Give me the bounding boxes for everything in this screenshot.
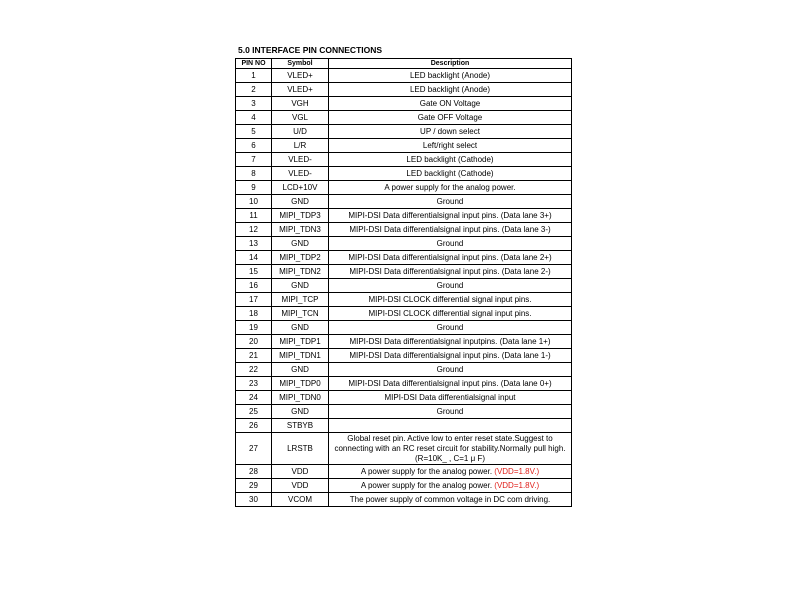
pin-number-cell: 11 xyxy=(236,209,272,223)
description-text: MIPI-DSI Data differentialsignal input pins. (Data lane 1-) xyxy=(349,350,551,360)
description-cell xyxy=(329,111,572,125)
pin-number-cell: 7 xyxy=(236,153,272,167)
description-text: LED backlight (Anode) xyxy=(409,84,491,94)
pin-number-cell: 9 xyxy=(236,181,272,195)
pin-number-cell: 4 xyxy=(236,111,272,125)
symbol-cell: LCD+10V xyxy=(272,181,329,195)
pin-number-cell: 15 xyxy=(236,265,272,279)
description-cell xyxy=(329,293,572,307)
pin-number-cell: 19 xyxy=(236,321,272,335)
table-body xyxy=(236,69,572,507)
pin-connections-table xyxy=(235,58,572,507)
pin-number-cell: 25 xyxy=(236,405,272,419)
voltage-note: (VDD=1.8V.) xyxy=(494,480,540,490)
table-row xyxy=(236,433,572,465)
symbol-cell: VDD xyxy=(272,465,329,479)
description-text: MIPI-DSI Data differentialsignal input pins. (Data lane 3+) xyxy=(348,210,552,220)
pin-number-cell: 10 xyxy=(236,195,272,209)
description-text: Gate ON Voltage xyxy=(419,98,481,108)
pin-number-cell: 28 xyxy=(236,465,272,479)
description-cell xyxy=(329,405,572,419)
description-cell xyxy=(329,153,572,167)
description-text: Gate OFF Voltage xyxy=(417,112,483,122)
description-text: Ground xyxy=(436,280,464,290)
pin-number-cell: 12 xyxy=(236,223,272,237)
table-row xyxy=(236,83,572,97)
description-text: MIPI-DSI Data differentialsignal input pins. (Data lane 0+) xyxy=(348,378,552,388)
header-pin-no: PIN NO xyxy=(236,59,272,69)
pin-number-cell: 20 xyxy=(236,335,272,349)
description-text: MIPI-DSI Data differentialsignal input pins. (Data lane 2-) xyxy=(349,266,551,276)
table-row xyxy=(236,363,572,377)
pin-number-cell: 14 xyxy=(236,251,272,265)
symbol-cell: VLED- xyxy=(272,167,329,181)
pin-number-cell: 2 xyxy=(236,83,272,97)
table-row xyxy=(236,251,572,265)
description-text: LED backlight (Anode) xyxy=(409,70,491,80)
symbol-cell: L/R xyxy=(272,139,329,153)
table-row xyxy=(236,279,572,293)
pin-number-cell: 22 xyxy=(236,363,272,377)
description-cell xyxy=(329,265,572,279)
description-text: LED backlight (Cathode) xyxy=(406,168,494,178)
symbol-cell: MIPI_TDN1 xyxy=(272,349,329,363)
table-row xyxy=(236,391,572,405)
symbol-cell: VDD xyxy=(272,479,329,493)
pin-number-cell: 29 xyxy=(236,479,272,493)
description-cell xyxy=(329,279,572,293)
description-text: MIPI-DSI Data differentialsignal input pins. (Data lane 2+) xyxy=(348,252,552,262)
description-cell xyxy=(329,195,572,209)
description-text: The power supply of common voltage in DC com driving. xyxy=(349,494,551,504)
description-cell xyxy=(329,307,572,321)
description-text: Global reset pin. Active low to enter reset state.Suggest to connecting with an RC reset circuit for stability.Normally pull high. (R=10K_ , C=1 μ F) xyxy=(334,433,566,463)
pin-number-cell: 21 xyxy=(236,349,272,363)
description-text: Ground xyxy=(436,196,464,206)
description-cell xyxy=(329,251,572,265)
symbol-cell: MIPI_TDN0 xyxy=(272,391,329,405)
description-text: MIPI-DSI Data differentialsignal input pins. (Data lane 3-) xyxy=(349,224,551,234)
description-text: A power supply for the analog power. xyxy=(360,480,495,490)
symbol-cell: MIPI_TDP0 xyxy=(272,377,329,391)
description-text: Ground xyxy=(436,406,464,416)
table-header xyxy=(236,59,572,69)
symbol-cell: MIPI_TCN xyxy=(272,307,329,321)
symbol-cell: VLED+ xyxy=(272,83,329,97)
description-text: A power supply for the analog power. xyxy=(360,466,495,476)
description-cell xyxy=(329,69,572,83)
header-description: Description xyxy=(329,59,572,69)
symbol-cell: VGL xyxy=(272,111,329,125)
description-cell xyxy=(329,391,572,405)
pin-number-cell: 13 xyxy=(236,237,272,251)
description-text: MIPI-DSI CLOCK differential signal input pins. xyxy=(368,308,532,318)
description-cell xyxy=(329,433,572,465)
description-cell xyxy=(329,139,572,153)
pin-number-cell: 6 xyxy=(236,139,272,153)
symbol-cell: MIPI_TDN2 xyxy=(272,265,329,279)
pin-table-container xyxy=(235,58,571,507)
table-row xyxy=(236,405,572,419)
description-cell xyxy=(329,349,572,363)
pin-number-cell: 27 xyxy=(236,433,272,465)
description-cell xyxy=(329,209,572,223)
table-row xyxy=(236,69,572,83)
table-row xyxy=(236,181,572,195)
description-cell xyxy=(329,181,572,195)
symbol-cell: GND xyxy=(272,363,329,377)
table-row xyxy=(236,349,572,363)
description-text: Left/right select xyxy=(422,140,478,150)
description-text: UP / down select xyxy=(420,126,480,136)
table-row xyxy=(236,335,572,349)
description-cell xyxy=(329,493,572,507)
pin-number-cell: 1 xyxy=(236,69,272,83)
table-row xyxy=(236,321,572,335)
symbol-cell: GND xyxy=(272,321,329,335)
table-row xyxy=(236,111,572,125)
pin-number-cell: 8 xyxy=(236,167,272,181)
header-symbol: Symbol xyxy=(272,59,329,69)
symbol-cell: MIPI_TCP xyxy=(272,293,329,307)
table-row xyxy=(236,209,572,223)
description-cell xyxy=(329,321,572,335)
pin-number-cell: 3 xyxy=(236,97,272,111)
table-row xyxy=(236,419,572,433)
voltage-note: (VDD=1.8V.) xyxy=(494,466,540,476)
description-cell xyxy=(329,223,572,237)
description-cell xyxy=(329,335,572,349)
description-cell xyxy=(329,167,572,181)
description-cell xyxy=(329,237,572,251)
section-title: 5.0 INTERFACE PIN CONNECTIONS xyxy=(238,45,383,55)
symbol-cell: VGH xyxy=(272,97,329,111)
table-row xyxy=(236,265,572,279)
description-cell xyxy=(329,479,572,493)
symbol-cell: GND xyxy=(272,279,329,293)
description-cell xyxy=(329,465,572,479)
description-text: MIPI-DSI Data differentialsignal inputpins. (Data lane 1+) xyxy=(349,336,551,346)
symbol-cell: MIPI_TDN3 xyxy=(272,223,329,237)
symbol-cell: GND xyxy=(272,237,329,251)
description-text: LED backlight (Cathode) xyxy=(406,154,494,164)
pin-number-cell: 16 xyxy=(236,279,272,293)
symbol-cell: MIPI_TDP1 xyxy=(272,335,329,349)
description-text: MIPI-DSI Data differentialsignal input xyxy=(384,392,516,402)
table-row xyxy=(236,377,572,391)
description-text: A power supply for the analog power. xyxy=(384,182,516,192)
symbol-cell: LRSTB xyxy=(272,433,329,465)
symbol-cell: VLED+ xyxy=(272,69,329,83)
description-text: Ground xyxy=(436,364,464,374)
table-row xyxy=(236,195,572,209)
symbol-cell: VCOM xyxy=(272,493,329,507)
description-cell xyxy=(329,419,572,433)
symbol-cell: GND xyxy=(272,405,329,419)
description-cell xyxy=(329,125,572,139)
description-cell xyxy=(329,83,572,97)
table-row xyxy=(236,125,572,139)
table-row xyxy=(236,237,572,251)
table-row xyxy=(236,167,572,181)
table-row xyxy=(236,139,572,153)
table-row xyxy=(236,223,572,237)
table-row xyxy=(236,465,572,479)
description-cell xyxy=(329,97,572,111)
description-text: Ground xyxy=(436,238,464,248)
description-text: MIPI-DSI CLOCK differential signal input pins. xyxy=(368,294,532,304)
symbol-cell: U/D xyxy=(272,125,329,139)
table-row xyxy=(236,153,572,167)
table-row xyxy=(236,493,572,507)
table-row xyxy=(236,293,572,307)
description-text: Ground xyxy=(436,322,464,332)
pin-number-cell: 26 xyxy=(236,419,272,433)
table-row xyxy=(236,479,572,493)
description-cell xyxy=(329,363,572,377)
symbol-cell: VLED- xyxy=(272,153,329,167)
description-cell xyxy=(329,377,572,391)
pin-number-cell: 18 xyxy=(236,307,272,321)
pin-number-cell: 5 xyxy=(236,125,272,139)
symbol-cell: MIPI_TDP3 xyxy=(272,209,329,223)
symbol-cell: STBYB xyxy=(272,419,329,433)
symbol-cell: GND xyxy=(272,195,329,209)
pin-number-cell: 30 xyxy=(236,493,272,507)
symbol-cell: MIPI_TDP2 xyxy=(272,251,329,265)
pin-number-cell: 17 xyxy=(236,293,272,307)
header-row xyxy=(236,59,572,69)
pin-number-cell: 23 xyxy=(236,377,272,391)
pin-number-cell: 24 xyxy=(236,391,272,405)
table-row xyxy=(236,97,572,111)
table-row xyxy=(236,307,572,321)
